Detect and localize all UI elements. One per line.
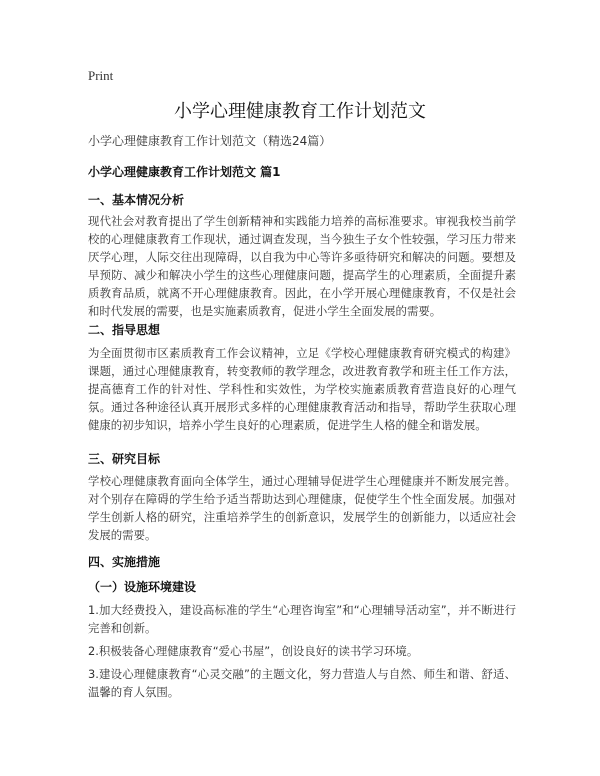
section-heading-2: 二、指导思想	[88, 323, 161, 337]
section-heading-3: 三、研究目标	[88, 452, 161, 466]
document-subtitle: 小学心理健康教育工作计划范文（精选24篇）	[88, 134, 332, 148]
section-heading-1: 一、基本情况分析	[88, 193, 185, 207]
print-link[interactable]: Print	[88, 68, 114, 83]
page-title: 小学心理健康教育工作计划范文	[174, 101, 426, 122]
section-body-3: 学校心理健康教育面向全体学生，通过心理辅导促进学生心理健康并不断发展完善。对个别存在障碍的学生给予适当帮助达到心理健康，促使学生个性全面发展。加强对学生创新人格的研究，注重培养学生的创新意识，发展学生的创新能力，以适应社会发展的需要。	[88, 474, 516, 542]
list-item: 3.建设心理健康教育“心灵交融”的主题文化，努力营造人与自然、师生和谐、舒适、温馨的育人氛围。	[88, 667, 516, 699]
section-body-1: 现代社会对教育提出了学生创新精神和实践能力培养的高标准要求。审视我校当前学校的心理健康教育工作现状，通过调查发现，当今独生子女个性较强，学习压力带来厌学心理，人际交往出现障碍，以自我为中心等许多亟待研究和解决的问题。要想及早预防、减少和解决小学生的这些心理健康问题，提高学生的心理素质，全面提升素质教育品质，就离不开心理健康教育。因此，在小学开展心理健康教育，不仅是社会和时代发展的需要，也是实施素质教育，促进小学生全面发展的需要。	[88, 214, 516, 318]
subsection-heading: （一）设施环境建设	[88, 580, 197, 594]
section-body-2: 为全面贯彻市区素质教育工作会议精神，立足《学校心理健康教育研究模式的构建》课题，通过心理健康教育，转变教师的教学理念，改进教育教学和班主任工作方法，提高德育工作的针对性、学科性和实效性，为学校实施素质教育营造良好的心理气氛。通过各种途径认真开展形式多样的心理健康教育活动和指导，帮助学生获取心理健康的初步知识，培养小学生良好的心理素质，促进学生人格的健全和谐发展。	[88, 346, 516, 432]
list-item: 1.加大经费投入，建设高标准的学生“心理咨询室”和“心理辅导活动室”，并不断进行完善和创新。	[88, 603, 516, 635]
section-heading-4: 四、实施措施	[88, 555, 161, 569]
article-heading: 小学心理健康教育工作计划范文 篇1	[88, 165, 281, 179]
list-item: 2.积极装备心理健康教育“爱心书屋”，创设良好的读书学习环境。	[88, 644, 419, 658]
